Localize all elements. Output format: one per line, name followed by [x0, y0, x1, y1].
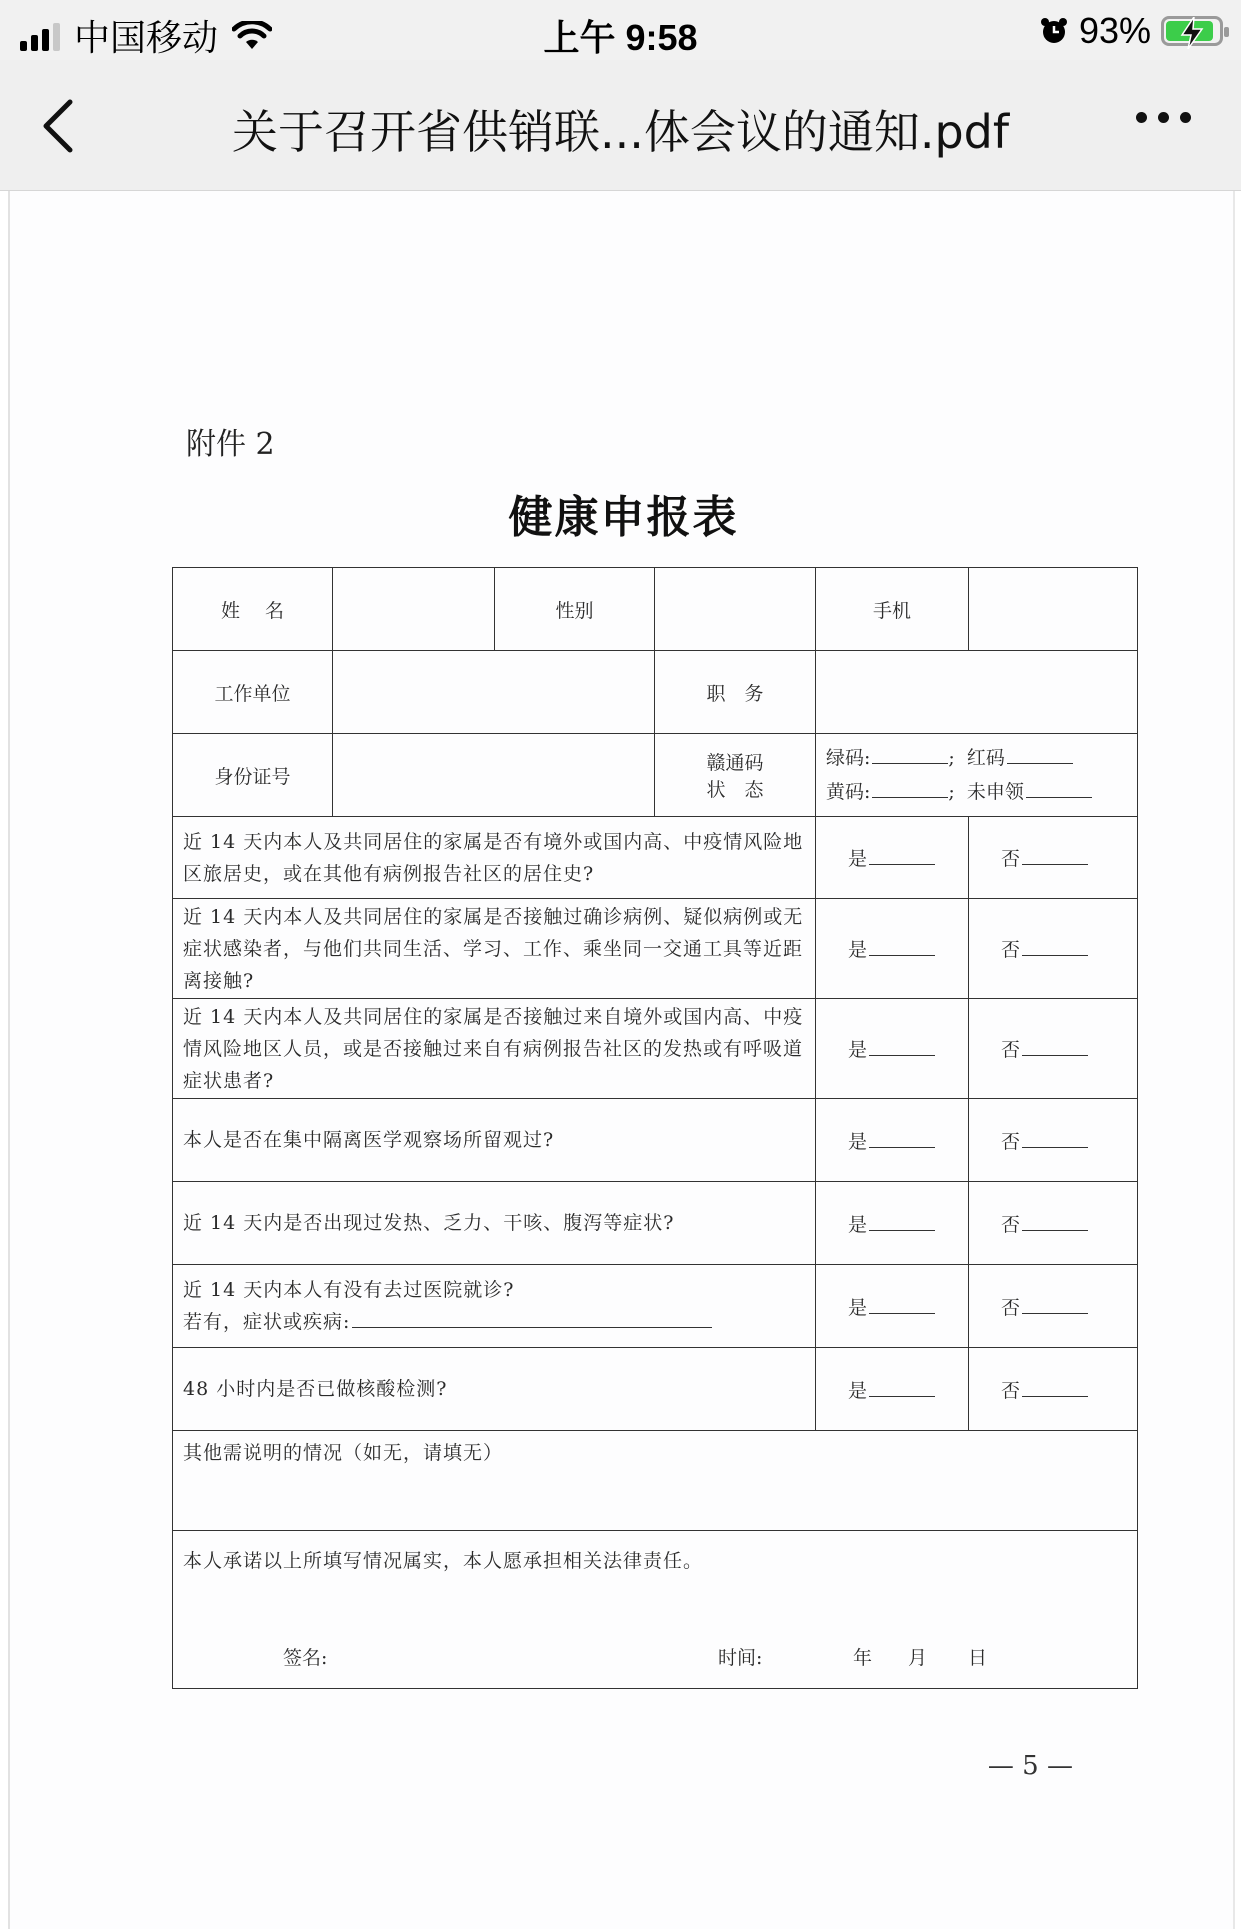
more-icon	[1136, 112, 1147, 123]
table-row	[173, 999, 1138, 1099]
name-value	[333, 568, 495, 651]
gantong-code-label: 赣通码 状 态	[655, 734, 816, 817]
other-notes: 其他需说明的情况（如无，请填无）	[173, 1431, 1138, 1531]
table-row	[173, 1265, 1138, 1348]
yes-option: 是	[816, 817, 969, 899]
status-bar	[0, 0, 1241, 60]
table-row	[173, 1531, 1138, 1689]
battery-percent: 93%	[1078, 10, 1151, 51]
no-option: 否	[969, 1182, 1138, 1265]
more-button[interactable]	[1136, 112, 1191, 123]
page-number: — 5 —	[987, 1751, 1073, 1781]
no-option: 否	[969, 899, 1138, 999]
yes-option: 是	[816, 1348, 969, 1431]
table-row	[173, 1348, 1138, 1431]
form-title: 健康申报表	[508, 492, 739, 543]
no-option: 否	[969, 817, 1138, 899]
chevron-left-icon	[38, 96, 78, 156]
table-row	[173, 817, 1138, 899]
work-unit-label: 工作单位	[173, 651, 333, 734]
yes-option: 是	[816, 1182, 969, 1265]
question-4: 本人是否在集中隔离医学观察场所留观过?	[173, 1099, 816, 1182]
gender-label: 性别	[495, 568, 655, 651]
id-number-label: 身份证号	[173, 734, 333, 817]
nav-bar	[0, 60, 1241, 191]
question-6: 近 14 天内本人有没有去过医院就诊? 若有，症状或疾病:	[173, 1265, 816, 1348]
battery-icon	[1161, 16, 1223, 46]
day-label: 日	[968, 1647, 988, 1669]
question-3: 近 14 天内本人及共同居住的家属是否接触过来自境外或国内高、中疫情风险地区人员，或是否接触过来自有病例报告社区的发热或有呼吸道症状患者?	[173, 999, 816, 1099]
gantong-code-options: 绿码: ; 红码 黄码: ; 未申领	[816, 734, 1138, 817]
table-row	[173, 1182, 1138, 1265]
no-option: 否	[969, 1348, 1138, 1431]
yes-option: 是	[816, 1265, 969, 1348]
question-7: 48 小时内是否已做核酸检测?	[173, 1348, 816, 1431]
no-option: 否	[969, 1265, 1138, 1348]
position-value	[816, 651, 1138, 734]
position-label: 职 务	[655, 651, 816, 734]
yes-option: 是	[816, 899, 969, 999]
time-label: 时间:	[718, 1647, 763, 1669]
question-2: 近 14 天内本人及共同居住的家属是否接触过确诊病例、疑似病例或无症状感染者，与他们共同生活、学习、工作、乘坐同一交通工具等近距离接触?	[173, 899, 816, 999]
carrier-name: 中国移动	[74, 17, 219, 58]
clock: 上午 9:58	[543, 17, 698, 58]
question-1: 近 14 天内本人及共同居住的家属是否有境外或国内高、中疫情风险地区旅居史，或在其他有病例报告社区的居住史?	[173, 817, 816, 899]
yes-option: 是	[816, 1099, 969, 1182]
alarm-icon	[1039, 16, 1069, 46]
question-5: 近 14 天内是否出现过发热、乏力、干咳、腹泻等症状?	[173, 1182, 816, 1265]
pledge-section	[173, 1531, 1138, 1689]
health-declaration-table	[172, 567, 1138, 1689]
year-label: 年	[853, 1647, 873, 1669]
no-option: 否	[969, 1099, 1138, 1182]
pdf-page[interactable]	[8, 191, 1235, 1929]
signature-label: 签名:	[283, 1647, 328, 1669]
work-unit-value	[333, 651, 655, 734]
pledge-text: 本人承诺以上所填写情况属实，本人愿承担相关法律责任。	[183, 1550, 704, 1572]
table-row	[173, 734, 1138, 817]
table-row	[173, 1431, 1138, 1531]
name-label: 姓 名	[173, 568, 333, 651]
table-row	[173, 568, 1138, 651]
yes-option: 是	[816, 999, 969, 1099]
no-option: 否	[969, 999, 1138, 1099]
document-title: 关于召开省供销联...体会议的通知.pdf	[231, 105, 1010, 159]
table-row	[173, 899, 1138, 999]
month-label: 月	[908, 1647, 928, 1669]
table-row	[173, 1099, 1138, 1182]
phone-value	[969, 568, 1138, 651]
id-number-value	[333, 734, 655, 817]
table-row	[173, 651, 1138, 734]
gender-value	[655, 568, 816, 651]
back-button[interactable]	[38, 96, 98, 156]
phone-label: 手机	[816, 568, 969, 651]
attachment-label: 附件 2	[186, 427, 275, 462]
